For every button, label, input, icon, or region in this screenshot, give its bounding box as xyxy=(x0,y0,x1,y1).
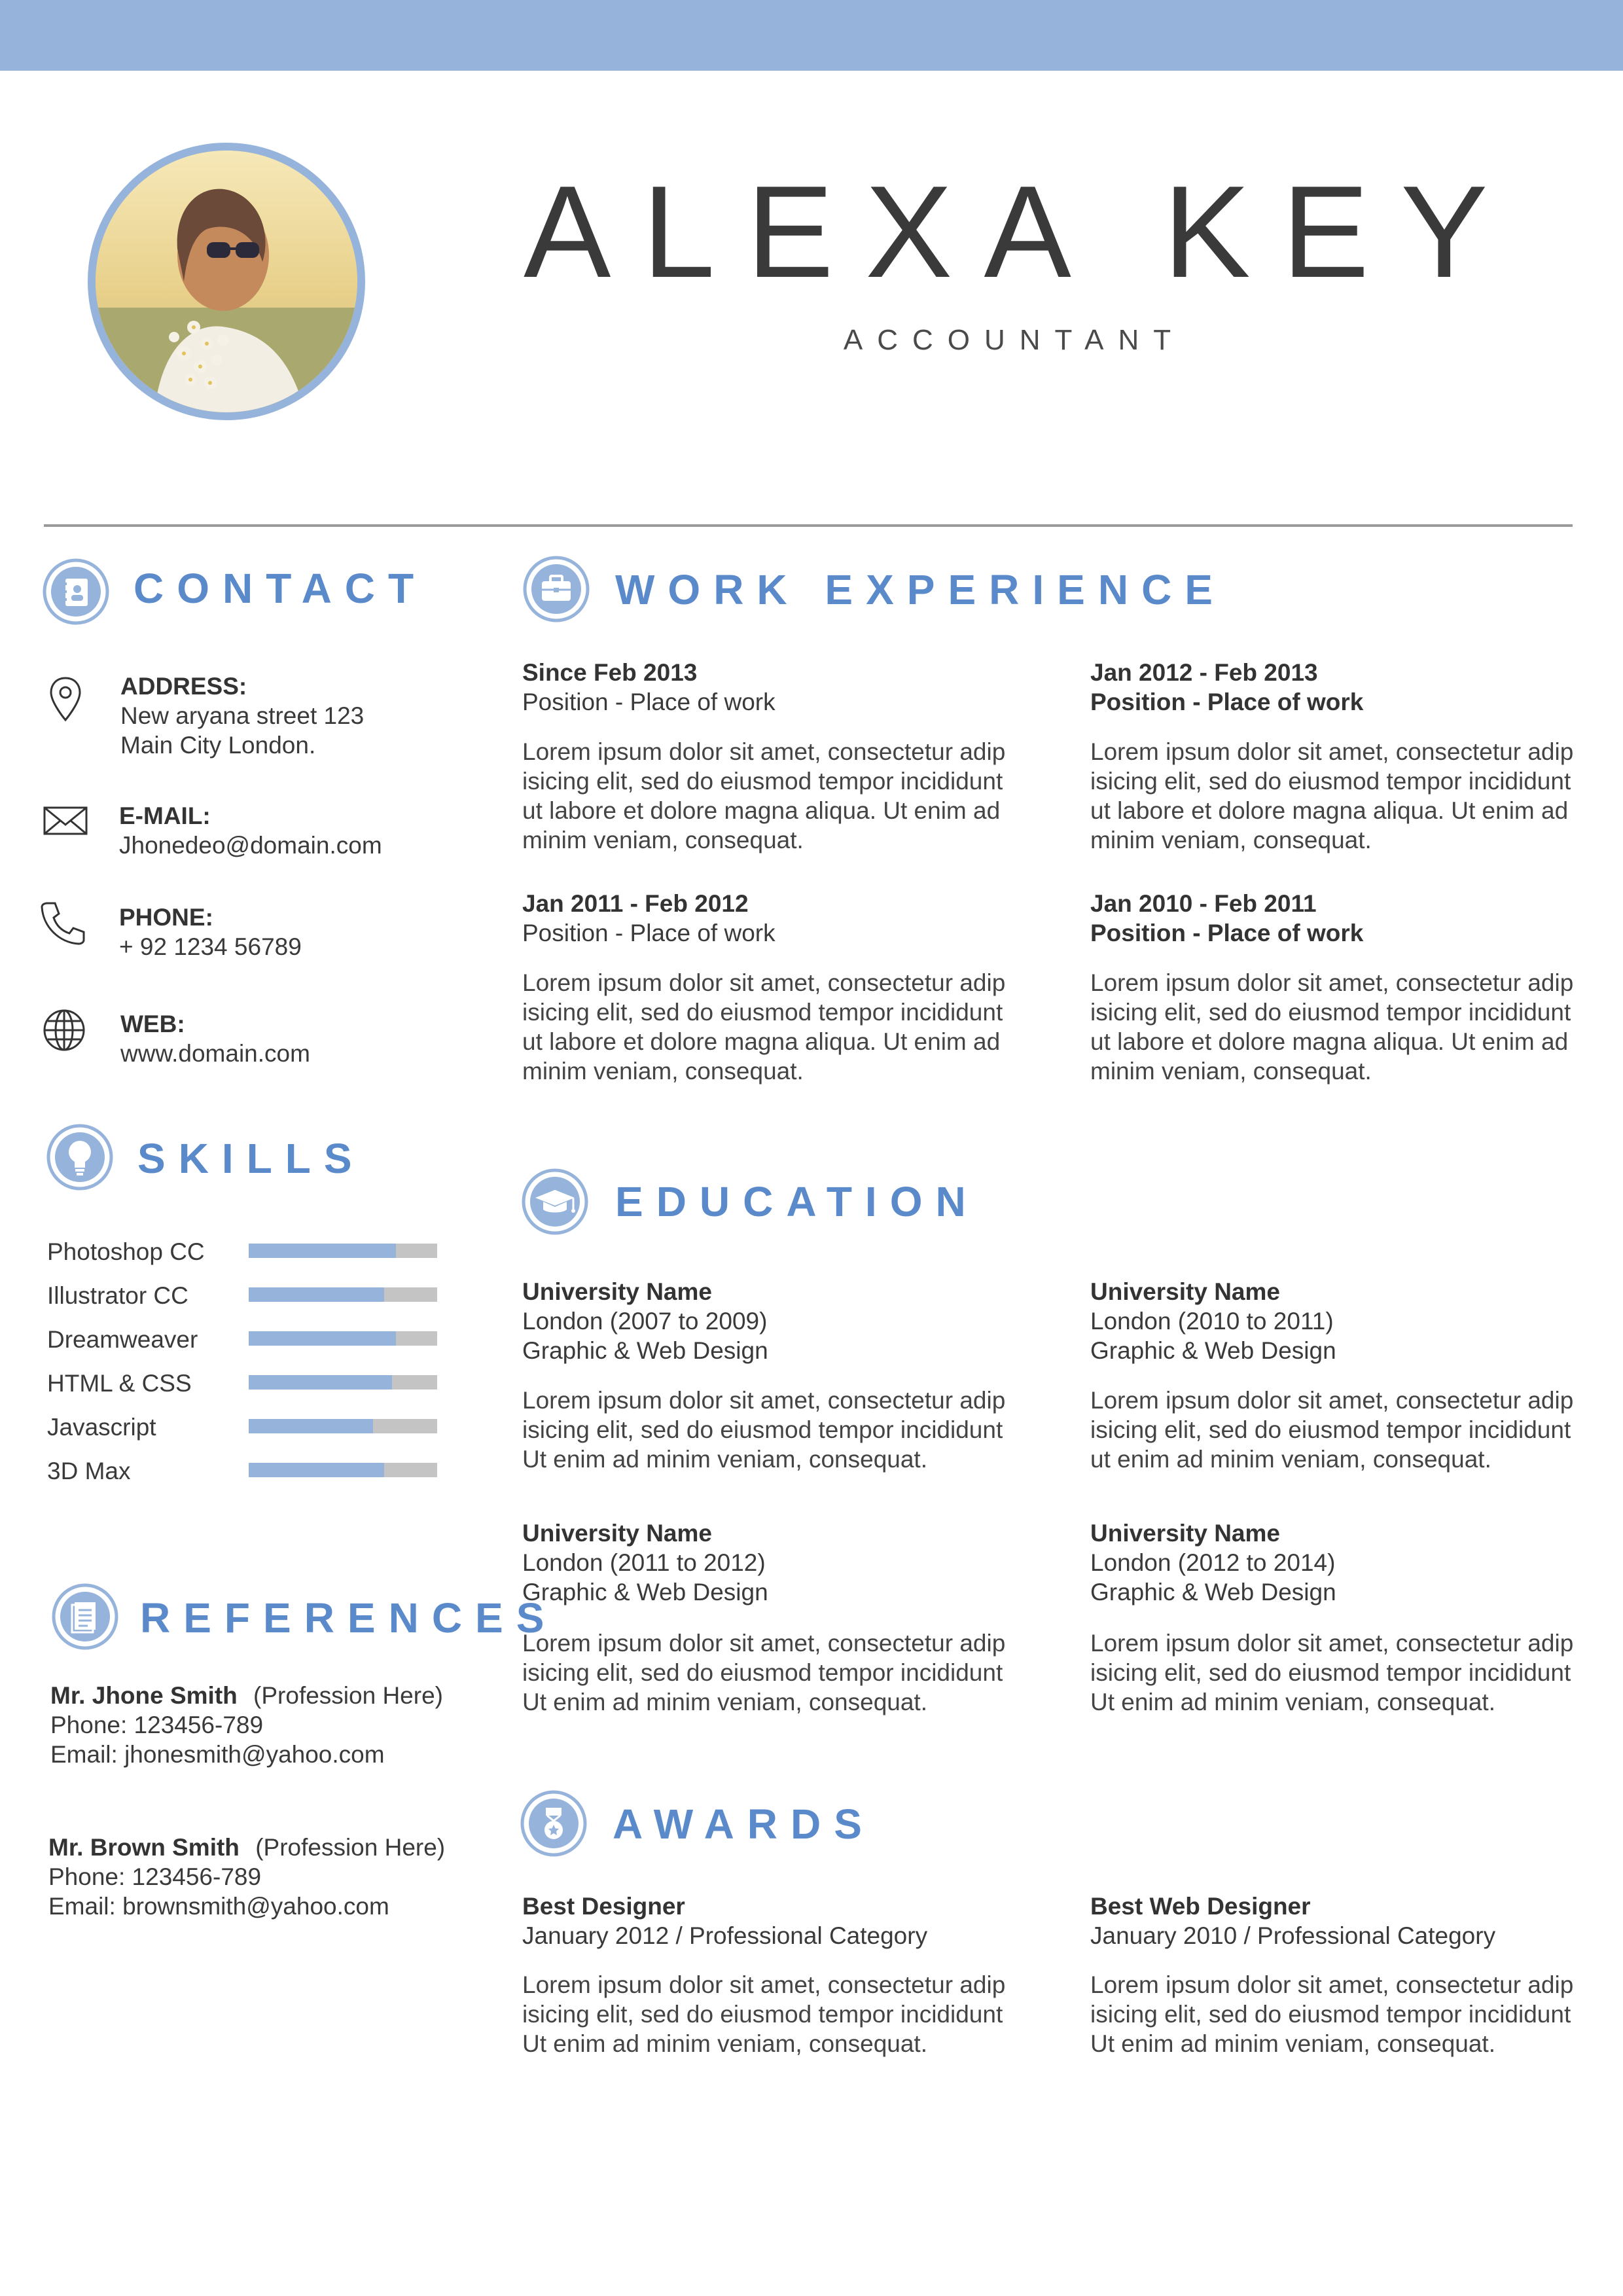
skill-label: Javascript xyxy=(47,1414,156,1441)
skill-label: Photoshop CC xyxy=(47,1238,205,1265)
location-pin-icon xyxy=(41,674,90,724)
education-years: London (2007 to 2009) xyxy=(522,1308,768,1335)
education-school: University Name xyxy=(1090,1278,1280,1305)
skills-heading: SKILLS xyxy=(137,1135,365,1182)
education-description: Lorem ipsum dolor sit amet, consectetur adip isicing elit, sed do eiusmod tempor incididunt Ut enim ad minim veniam, consequat. xyxy=(522,1387,1006,1473)
skill-bar-track xyxy=(249,1463,437,1477)
education-school: University Name xyxy=(522,1278,712,1305)
work-date: Since Feb 2013 xyxy=(522,659,698,686)
reference-phone: Phone: 123456-789 xyxy=(48,1863,262,1890)
reference-email[interactable]: Email: brownsmith@yahoo.com xyxy=(48,1893,389,1920)
profile-photo xyxy=(88,143,365,420)
address-label: ADDRESS: xyxy=(120,673,247,700)
skill-bar-track xyxy=(249,1419,437,1433)
reference-name: Mr. Brown Smith xyxy=(48,1834,240,1861)
work-description: Lorem ipsum dolor sit amet, consectetur adip isicing elit, sed do eiusmod tempor incididunt ut labore et dolore magna aliqua. Ut enim ad minim veniam, consequat. xyxy=(1090,738,1574,853)
reference-profession: (Profession Here) xyxy=(255,1834,446,1861)
candidate-name: ALEXA KEY xyxy=(524,159,1520,305)
phone-icon xyxy=(38,898,88,948)
reference-phone: Phone: 123456-789 xyxy=(50,1712,264,1738)
web-value[interactable]: www.domain.com xyxy=(120,1040,310,1067)
contact-heading: CONTACT xyxy=(134,565,427,612)
award-title: Best Web Designer xyxy=(1090,1893,1311,1920)
reference-profession: (Profession Here) xyxy=(253,1682,443,1709)
medal-icon xyxy=(520,1789,588,1857)
education-description: Lorem ipsum dolor sit amet, consectetur adip isicing elit, sed do eiusmod tempor incididunt ut enim ad minim veniam, consequat. xyxy=(1090,1387,1574,1473)
top-accent-bar xyxy=(0,0,1623,71)
work-heading: WORK EXPERIENCE xyxy=(615,566,1226,613)
work-position: Position - Place of work xyxy=(1090,920,1364,946)
education-field: Graphic & Web Design xyxy=(522,1579,768,1605)
skill-bar-fill xyxy=(249,1244,396,1258)
email-value[interactable]: Jhonedeo@domain.com xyxy=(119,832,382,859)
document-icon xyxy=(51,1583,119,1651)
envelope-icon xyxy=(41,796,90,846)
education-years: London (2011 to 2012) xyxy=(522,1549,766,1576)
header-divider xyxy=(44,524,1573,527)
education-years: London (2010 to 2011) xyxy=(1090,1308,1334,1335)
skill-bar-fill xyxy=(249,1419,373,1433)
skill-bar-track xyxy=(249,1375,437,1390)
work-position: Position - Place of work xyxy=(522,920,776,946)
reference-name: Mr. Jhone Smith xyxy=(50,1682,238,1709)
awards-heading: AWARDS xyxy=(613,1801,875,1848)
globe-icon xyxy=(39,1005,89,1055)
work-description: Lorem ipsum dolor sit amet, consectetur adip isicing elit, sed do eiusmod tempor incididunt ut labore et dolore magna aliqua. Ut enim ad minim veniam, consequat. xyxy=(1090,969,1574,1085)
skill-bar-fill xyxy=(249,1287,384,1302)
work-position: Position - Place of work xyxy=(1090,689,1364,715)
work-description: Lorem ipsum dolor sit amet, consectetur adip isicing elit, sed do eiusmod tempor incididunt ut labore et dolore magna aliqua. Ut enim ad minim veniam, consequat. xyxy=(522,738,1006,853)
work-description: Lorem ipsum dolor sit amet, consectetur adip isicing elit, sed do eiusmod tempor incididunt ut labore et dolore magna aliqua. Ut enim ad minim veniam, consequat. xyxy=(522,969,1006,1085)
address-line-1: New aryana street 123 xyxy=(120,702,365,729)
skill-label: HTML & CSS xyxy=(47,1370,192,1397)
skill-label: Illustrator CC xyxy=(47,1282,188,1309)
reference-email[interactable]: Email: jhonesmith@yahoo.com xyxy=(50,1741,385,1768)
graduation-cap-icon xyxy=(521,1168,589,1236)
web-label: WEB: xyxy=(120,1011,185,1037)
skill-bar-fill xyxy=(249,1331,396,1346)
award-date: January 2010 / Professional Category xyxy=(1090,1922,1496,1949)
education-school: University Name xyxy=(522,1520,712,1547)
education-description: Lorem ipsum dolor sit amet, consectetur adip isicing elit, sed do eiusmod tempor incididunt Ut enim ad minim veniam, consequat. xyxy=(1090,1630,1574,1715)
address-line-2: Main City London. xyxy=(120,732,316,759)
phone-value[interactable]: + 92 1234 56789 xyxy=(119,933,302,960)
work-date: Jan 2012 - Feb 2013 xyxy=(1090,659,1318,686)
education-years: London (2012 to 2014) xyxy=(1090,1549,1336,1576)
award-title: Best Designer xyxy=(522,1893,685,1920)
skill-bar-fill xyxy=(249,1375,392,1390)
award-description: Lorem ipsum dolor sit amet, consectetur adip isicing elit, sed do eiusmod tempor incididunt Ut enim ad minim veniam, consequat. xyxy=(1090,1971,1574,2057)
work-date: Jan 2010 - Feb 2011 xyxy=(1090,890,1317,917)
work-date: Jan 2011 - Feb 2012 xyxy=(522,890,749,917)
skill-bar-track xyxy=(249,1287,437,1302)
award-date: January 2012 / Professional Category xyxy=(522,1922,928,1949)
briefcase-icon xyxy=(522,555,590,623)
address-book-icon xyxy=(42,558,110,626)
education-description: Lorem ipsum dolor sit amet, consectetur adip isicing elit, sed do eiusmod tempor incididunt Ut enim ad minim veniam, consequat. xyxy=(522,1630,1006,1715)
email-label: E-MAIL: xyxy=(119,802,211,829)
education-field: Graphic & Web Design xyxy=(1090,1579,1336,1605)
skill-bar-track xyxy=(249,1331,437,1346)
education-field: Graphic & Web Design xyxy=(1090,1337,1336,1364)
skill-bar-fill xyxy=(249,1463,384,1477)
skill-label: 3D Max xyxy=(47,1458,131,1484)
education-school: University Name xyxy=(1090,1520,1280,1547)
education-heading: EDUCATION xyxy=(615,1178,979,1225)
references-heading: REFERENCES xyxy=(140,1594,558,1641)
work-position: Position - Place of work xyxy=(522,689,776,715)
award-description: Lorem ipsum dolor sit amet, consectetur adip isicing elit, sed do eiusmod tempor incididunt Ut enim ad minim veniam, consequat. xyxy=(522,1971,1006,2057)
skill-bar-track xyxy=(249,1244,437,1258)
phone-label: PHONE: xyxy=(119,904,213,931)
skill-label: Dreamweaver xyxy=(47,1326,198,1353)
candidate-title: ACCOUNTANT xyxy=(843,324,1186,356)
lightbulb-icon xyxy=(46,1123,114,1191)
education-field: Graphic & Web Design xyxy=(522,1337,768,1364)
